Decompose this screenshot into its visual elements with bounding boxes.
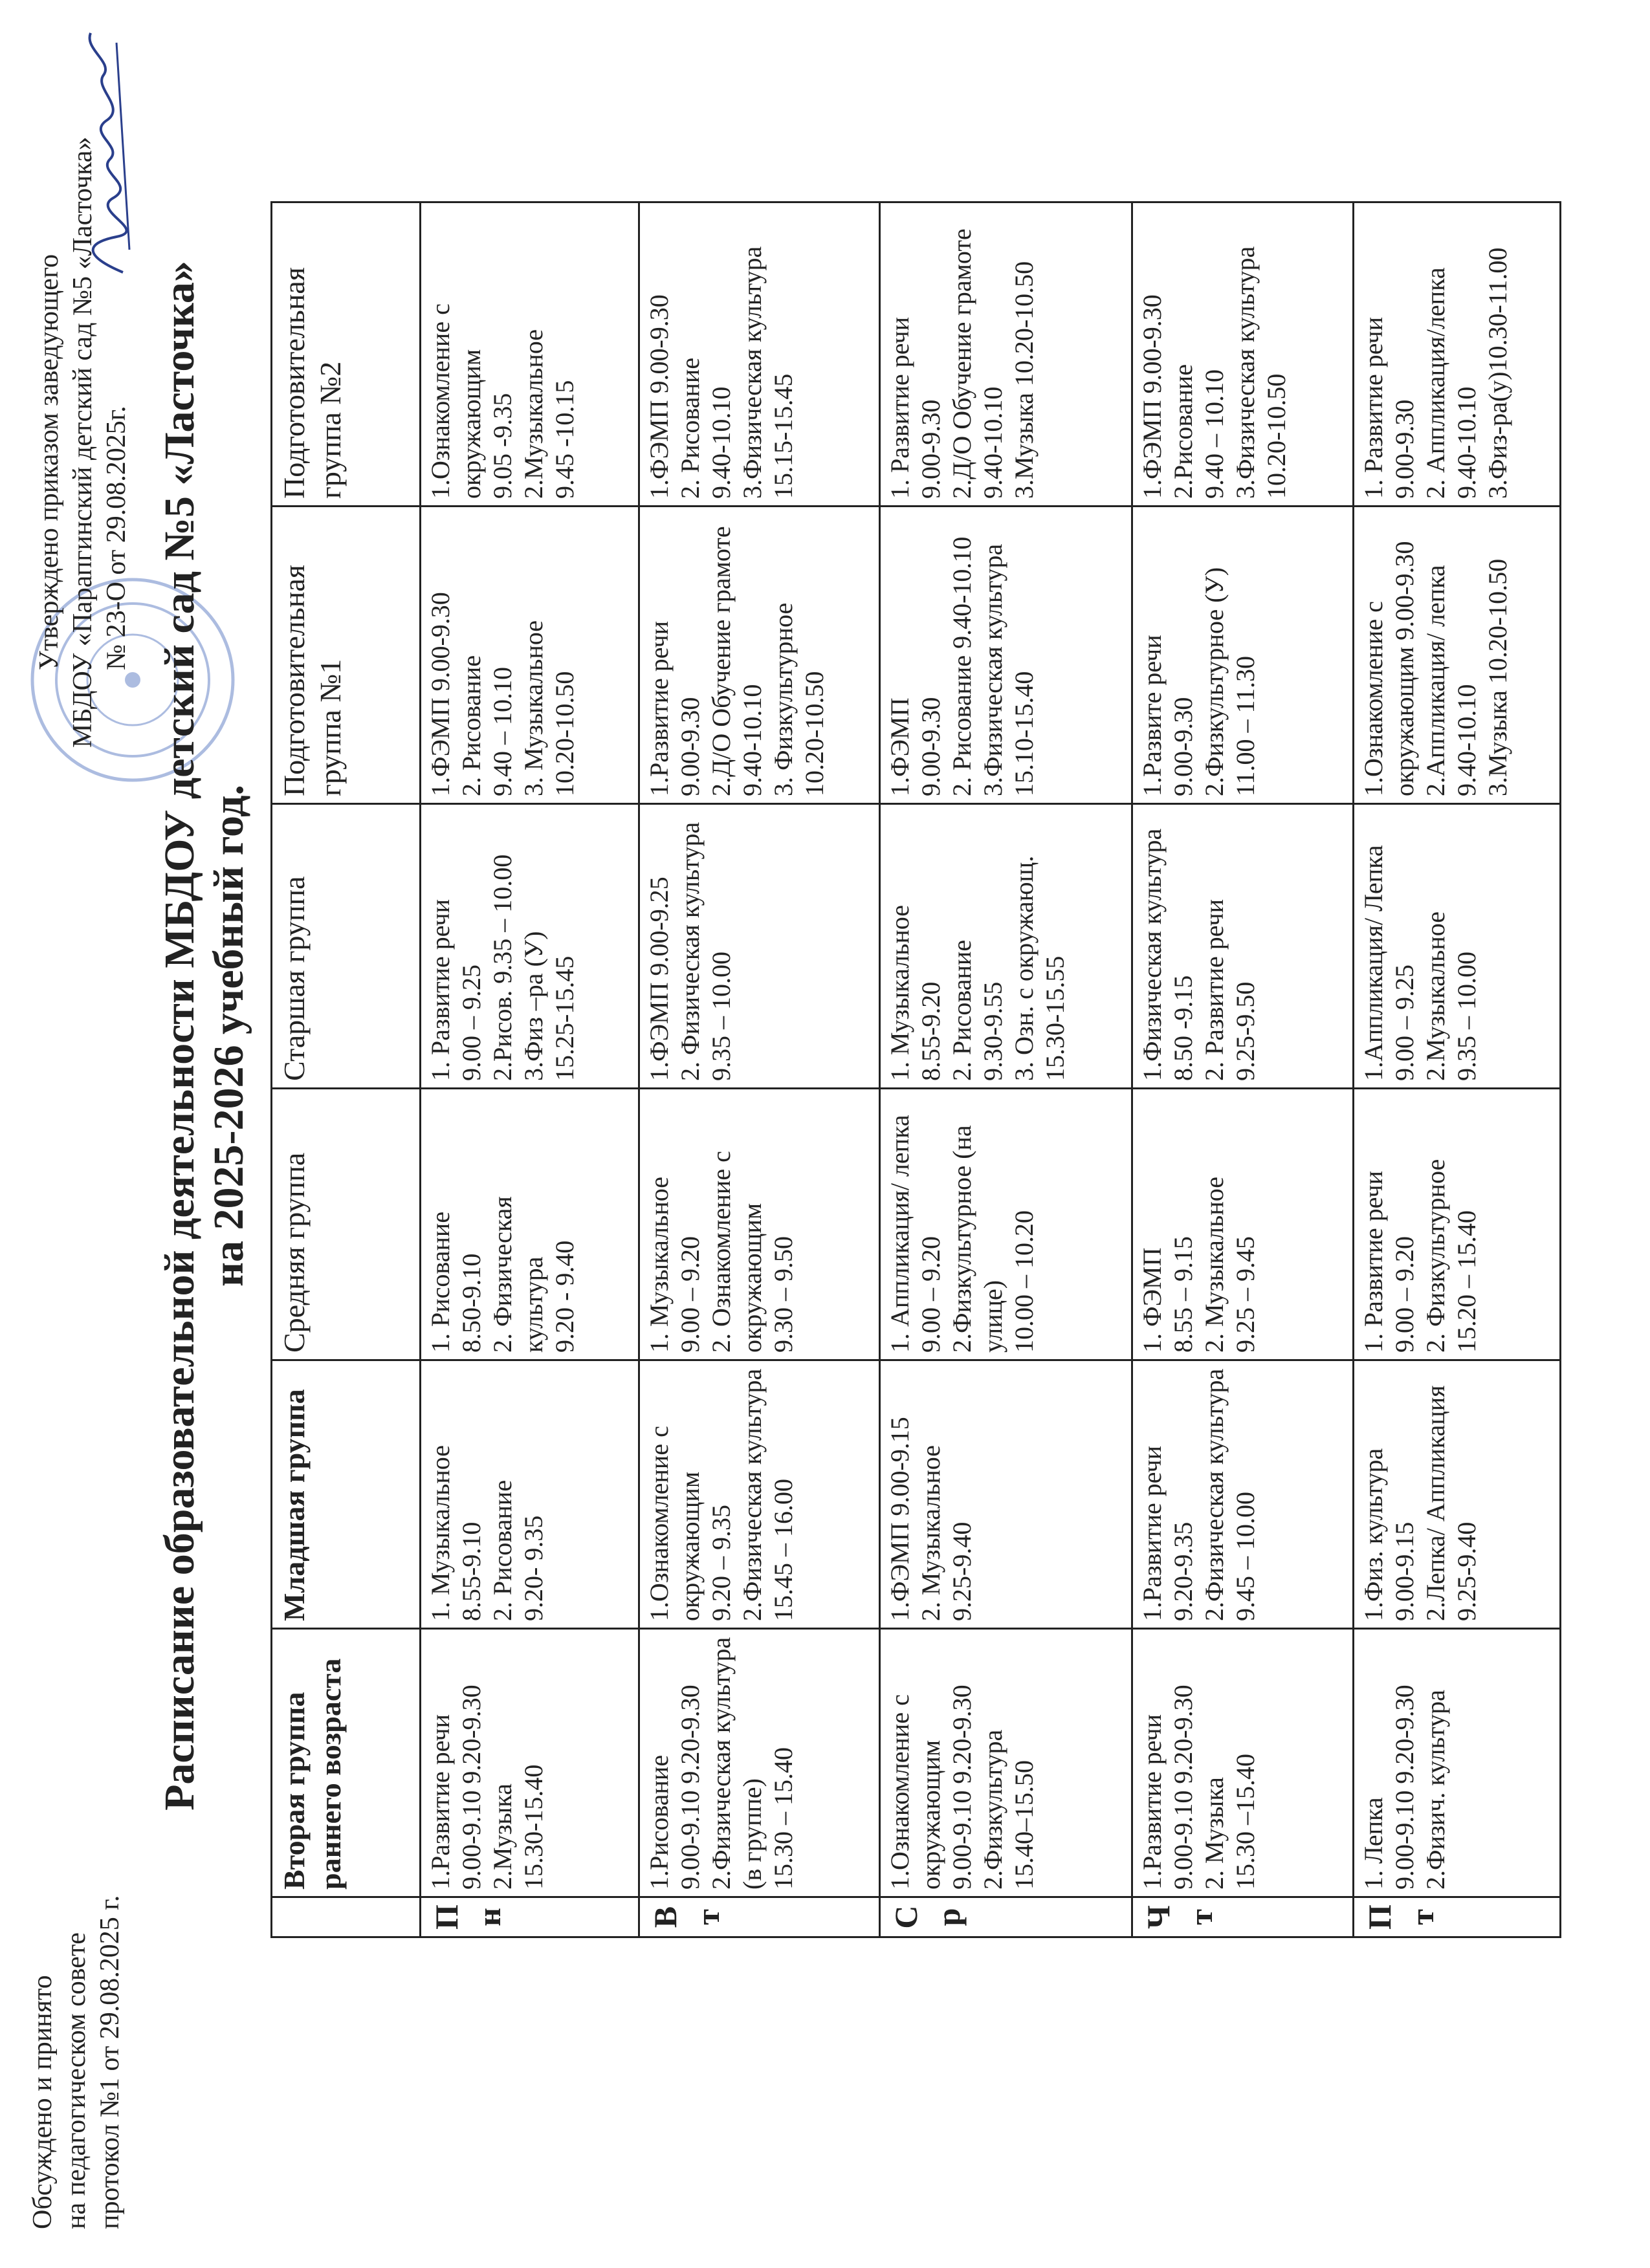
cell-text: 1.Развитие речи 9.20-9.35 2.Физическая культура 9.45 – 10.00 (1138, 1368, 1260, 1621)
schedule-table (270, 201, 1561, 1938)
cell-text: 1.Развитие речи 9.00-9.30 2.Д/О Обучение грамоте 9.40-10.10 3. Физкультурное 10.20-10.50 (644, 526, 829, 796)
day-letter: П (428, 1904, 465, 1930)
day-letter: н (471, 1908, 507, 1926)
cell-text: 1.Ознакомление с окружающим 9.05 -9.35 2.Музыкальное 9.45 -10.15 (426, 303, 579, 499)
schedule-cell (880, 1360, 1132, 1629)
cell-text: 1.Физическая культура 8.50 -9.15 2. Развитие речи 9.25-9.50 (1138, 828, 1260, 1081)
schedule-cell (639, 202, 880, 507)
cell-text: 1.Развитие речи 9.00-9.10 9.20-9.30 2. Музыка 15.30 –15.40 (1138, 1685, 1260, 1890)
schedule-cell (639, 1089, 880, 1360)
cell-text: 1. Лепка 9.00-9.10 9.20-9.30 2.Физич. культура (1359, 1685, 1450, 1890)
council-line: Обсуждено и принято (28, 1975, 58, 2229)
schedule-cell (421, 202, 639, 507)
approval-line: Утверждено приказом заведующего (34, 254, 64, 670)
corner-cell (272, 1897, 421, 1937)
schedule-cell (1132, 202, 1354, 507)
table-row (1354, 202, 1561, 1937)
day-letter: Ч (1140, 1905, 1176, 1929)
schedule-cell (639, 1629, 880, 1897)
cell-text: 1. Развитие речи 9.00-9.30 2.Д/О Обучение грамоте 9.40-10.10 3.Музыка 10.20-10.50 (885, 228, 1039, 499)
day-cell (1354, 1897, 1561, 1937)
cell-text: 1.Ознакомление с окружающим 9.00-9.10 9.20-9.30 2.Физкультура 15.40–15.50 (885, 1685, 1039, 1890)
schedule-cell (1354, 1089, 1561, 1360)
schedule-cell (880, 1089, 1132, 1360)
cell-text: 1.ФЭМП 9.00-9.30 2. Рисование 9.40 – 10.10 3. Музыкальное 10.20-10.50 (426, 592, 579, 796)
cell-text: 1.Аппликация/ Лепка 9.00 – 9.25 2.Музыкальное 9.35 – 10.00 (1359, 845, 1481, 1081)
day-letter: т (1404, 1909, 1440, 1925)
table-row (1132, 202, 1354, 1937)
day-cell (880, 1897, 1132, 1937)
cell-text: 1.Рисование 9.00-9.10 9.20-9.30 2.Физическая культура (в группе) 15.30 – 15.40 (644, 1637, 798, 1890)
schedule-cell (421, 1360, 639, 1629)
schedule-cell (1354, 1360, 1561, 1629)
schedule-cell (1132, 1629, 1354, 1897)
cell-text: 1. Музыкальное 9.00 – 9.20 2. Ознакомление с окружающим 9.30 – 9.50 (644, 1151, 798, 1353)
cell-text: 1.ФЭМП 9.00-9.30 2.Рисование 9.40 – 10.10 3.Физическая культура 10.20-10.50 (1138, 246, 1291, 499)
column-header: Подготовительная группа №1 (272, 507, 421, 804)
cell-text: 1. Рисование 8.50-9.10 2. Физическая культура 9.20 - 9.40 (426, 1196, 579, 1353)
table-row (421, 202, 639, 1937)
table-row (639, 202, 880, 1937)
page-title (155, 49, 254, 2022)
cell-text: 1.Развите речи 9.00-9.30 2.Физкультурное (У) 11.00 – 11.30 (1138, 567, 1260, 796)
table-row (880, 202, 1132, 1937)
day-letter: т (690, 1909, 726, 1925)
schedule-cell (639, 1360, 880, 1629)
table-header-row (272, 202, 421, 1937)
handwritten-signature (78, 30, 136, 276)
cell-text: 1. Музыкальное 8.55-9.10 2. Рисование 9.20- 9.35 (426, 1445, 548, 1621)
schedule-cell (880, 1629, 1132, 1897)
cell-text: 1.ФЭМП 9.00-9.30 2. Рисование 9.40-10.10 3.Физическая культура 15.10-15.40 (885, 536, 1039, 796)
column-header: Средняя группа (272, 1089, 421, 1360)
schedule-cell (880, 507, 1132, 804)
day-letter: С (888, 1905, 924, 1929)
schedule-cell (1354, 1629, 1561, 1897)
cell-text: 1. Развитие речи 9.00 – 9.20 2. Физкультурное 15.20 – 15.40 (1359, 1159, 1481, 1353)
cell-text: 1. Музыкальное 8.55-9.20 2. Рисование 9.30-9.55 3. Озн. с окружающ. 15.30-15.55 (885, 855, 1070, 1081)
day-letter: т (1183, 1909, 1219, 1925)
cell-text: 1.ФЭМП 9.00-9.25 2. Физическая культура 9.35 – 10.00 (644, 822, 736, 1081)
schedule-cell (421, 1629, 639, 1897)
cell-text: 1.Развитие речи 9.00-9.10 9.20-9.30 2.Музыка 15.30-15.40 (426, 1685, 548, 1890)
cell-text: 1. Развитие речи 9.00-9.30 2. Аппликация/лепка 9.40-10.10 3.Физ-ра(у)10.30-11.00 (1359, 247, 1512, 499)
cell-text: 1.ФЭМП 9.00-9.15 2. Музыкальное 9.25-9.40 (885, 1417, 976, 1621)
cell-text: 1. ФЭМП 8.55 – 9.15 2. Музыкальное 9.25 – 9.45 (1138, 1176, 1260, 1353)
schedule-cell (639, 804, 880, 1089)
column-header: Старшая группа (272, 804, 421, 1089)
schedule-cell (421, 804, 639, 1089)
schedule-cell (1132, 1089, 1354, 1360)
approval-line: МБДОУ «Парапгинский детский сад №5 «Ласточка» (68, 136, 98, 748)
cell-text: 1.Ознакомление с окружающим 9.00-9.30 2.Аппликация/ лепка 9.40-10.10 3.Музыка 10.20-10.50 (1359, 541, 1512, 796)
title-line-2: на 2025-2026 учебный год. (205, 785, 252, 1287)
day-letter: П (1361, 1904, 1398, 1930)
day-cell (639, 1897, 880, 1937)
day-cell (1132, 1897, 1354, 1937)
day-letter: В (647, 1906, 683, 1928)
cell-text: 1. Аппликация/ лепка 9.00 – 9.20 2.Физкультурное (на улице) 10.00 – 10.20 (885, 1115, 1039, 1353)
schedule-cell (1132, 1360, 1354, 1629)
schedule-cell (1354, 804, 1561, 1089)
column-header: Подготовительная группа №2 (272, 202, 421, 507)
schedule-cell (1132, 804, 1354, 1089)
day-cell (421, 1897, 639, 1937)
cell-text: 1.Ознакомление с окружающим 9.20 – 9.35 2.Физическая культура 15.45 – 16.00 (644, 1368, 798, 1621)
cell-text: 1.ФЭМП 9.00-9.30 2. Рисование 9.40-10.10 3.Физическая культура 15.15-15.45 (644, 246, 798, 499)
council-line: протокол №1 от 29.08.2025 г. (95, 1895, 125, 2229)
schedule-cell (1354, 507, 1561, 804)
schedule-cell (421, 507, 639, 804)
schedule-cell (421, 1089, 639, 1360)
schedule-cell (880, 202, 1132, 507)
council-note (26, 1712, 127, 2229)
title-line-1: Расписание образовательной деятельности МБДОУ детский сад №5 «Ласточка» (156, 261, 203, 1811)
schedule-cell (639, 507, 880, 804)
council-line: на педагогическом совете (61, 1932, 91, 2229)
cell-text: 1. Развитие речи 9.00 – 9.25 2.Рисов. 9.35 – 10.00 3.Физ –ра (У) 15.25-15.45 (426, 854, 579, 1081)
approval-line: № 23-О от 29.08.2025г. (102, 406, 131, 670)
schedule-cell (1354, 202, 1561, 507)
column-header: Младшая группа (272, 1360, 421, 1629)
schedule-cell (1132, 507, 1354, 804)
cell-text: 1.Физ. культура 9.00-9.15 2.Лепка/ Аппликация 9.25-9.40 (1359, 1385, 1481, 1621)
schedule-cell (880, 804, 1132, 1089)
column-header: Вторая группа раннего возраста (272, 1629, 421, 1897)
day-letter: р (930, 1908, 967, 1926)
